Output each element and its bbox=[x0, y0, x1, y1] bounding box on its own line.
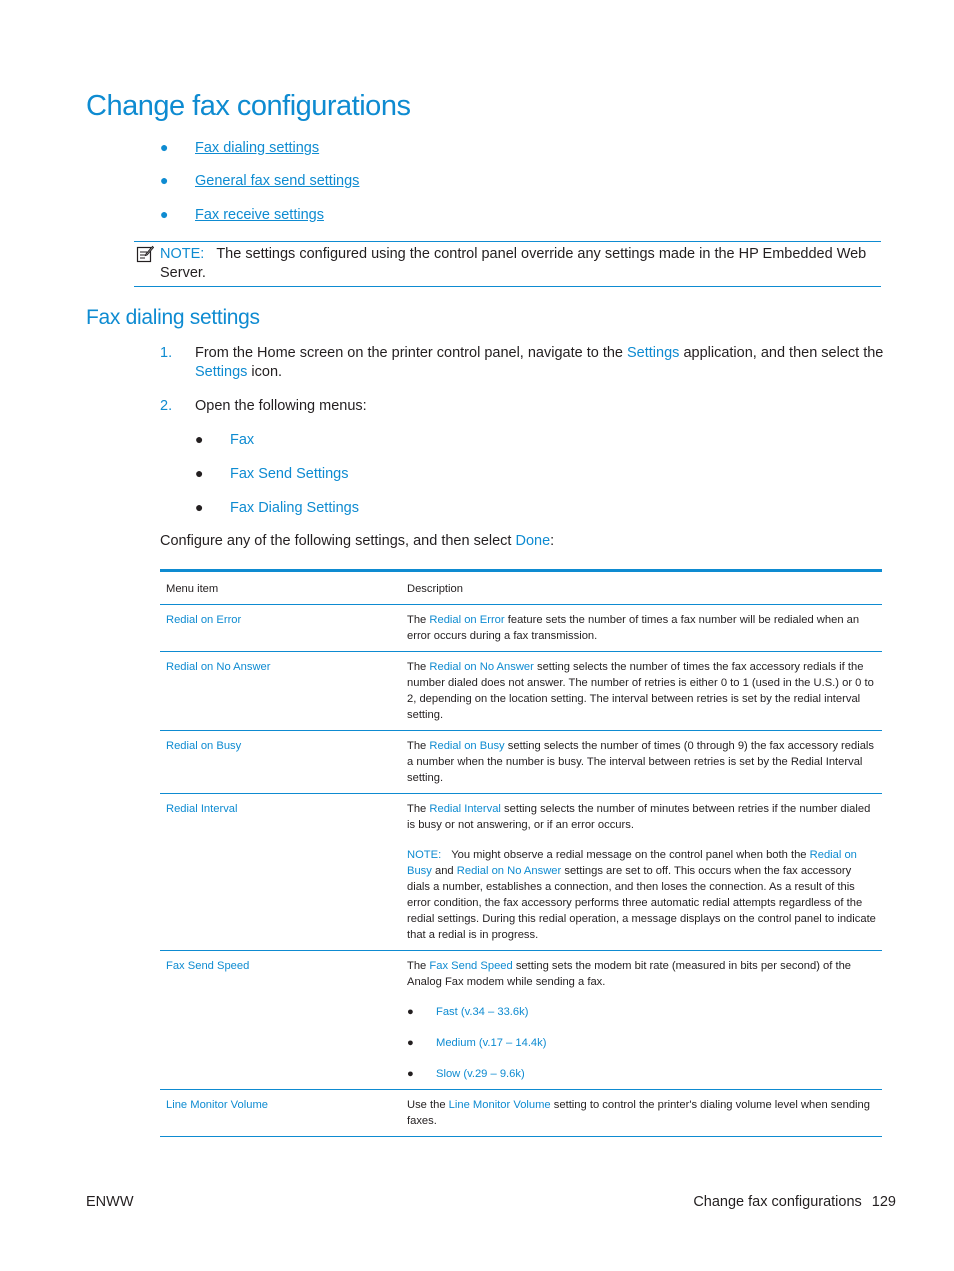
desc-text: The bbox=[407, 740, 430, 752]
desc-text: setting selects the number of times (0 through 9) the fax accessory redials a number when the number is busy. The interval between retries is set by the Redial Interval setting. bbox=[407, 740, 875, 784]
menu-item-cell: Fax Send Speed bbox=[160, 951, 401, 1090]
table-row bbox=[160, 794, 882, 951]
description-cell bbox=[401, 731, 882, 794]
settings-icon-label: Settings bbox=[195, 364, 248, 380]
desc-text: setting selects the number of times the fax accessory redials if the number dialed does not answer. The number of retries is either 0 to 1 (used in the U.S.) or 0 to 2, depending on the location setting. The interval between retries is set by the redial interval setting. bbox=[407, 661, 874, 721]
desc-keyword: Fax Send Speed bbox=[429, 960, 513, 972]
done-label: Done bbox=[515, 533, 551, 549]
bullet-icon: ● bbox=[160, 172, 169, 188]
bullet-icon: ● bbox=[407, 1068, 414, 1080]
toc-link-general-fax-send-settings[interactable]: General fax send settings bbox=[195, 173, 360, 189]
desc-text: feature sets the number of times a fax number will be redialed when an error occurs during a fax transmission. bbox=[407, 614, 860, 642]
description-cell bbox=[401, 794, 882, 951]
desc-keyword: Line Monitor Volume bbox=[448, 1099, 551, 1111]
desc-text: The bbox=[407, 960, 430, 972]
description-cell bbox=[401, 652, 882, 731]
note-text: You might observe a redial message on the control panel when both the bbox=[451, 849, 810, 861]
speed-options bbox=[407, 1004, 876, 1082]
configure-text: : bbox=[550, 533, 555, 549]
speed-option-medium: Medium (v.17 – 14.4k) bbox=[436, 1037, 547, 1049]
menu-item-cell: Line Monitor Volume bbox=[160, 1090, 401, 1137]
desc-keyword: Redial on Error bbox=[429, 614, 505, 626]
step-text-part: icon. bbox=[247, 364, 283, 380]
footer-right bbox=[693, 1194, 896, 1210]
note-keyword: Redial on No Answer bbox=[456, 865, 562, 877]
cell-note-label: NOTE: bbox=[407, 849, 442, 861]
settings-table bbox=[160, 569, 882, 1137]
note-icon bbox=[136, 245, 154, 263]
speed-option-slow: Slow (v.29 – 9.6k) bbox=[436, 1068, 525, 1080]
bullet-icon: ● bbox=[407, 1037, 414, 1049]
note-text bbox=[160, 245, 875, 283]
desc-text: The bbox=[407, 803, 430, 815]
bullet-icon: ● bbox=[160, 139, 169, 155]
header-menu-item: Menu item bbox=[160, 571, 401, 605]
desc-text: setting sets the modem bit rate (measured in bits per second) of the Analog Fax modem while sending a fax. bbox=[407, 960, 852, 988]
footer-chapter: Change fax configurations bbox=[693, 1194, 862, 1210]
list-item bbox=[407, 1004, 876, 1020]
note-text: settings are set to off. This occurs when the fax accessory dials a number, establishes a connection, and then loses the connection. As a result of this error condition, the fax accessory performs three automatic redial attempts regardless of the redial settings. During this redial operation, a message displays on the control panel to indicate that a redial is in progress. bbox=[407, 865, 876, 941]
menu-fax-send-settings: Fax Send Settings bbox=[230, 466, 349, 482]
settings-app-label: Settings bbox=[627, 345, 680, 361]
step-text: Open the following menus: bbox=[195, 398, 367, 414]
table-row bbox=[160, 652, 882, 731]
table-row bbox=[160, 1090, 882, 1137]
bullet-icon: ● bbox=[160, 206, 169, 222]
cell-note bbox=[407, 847, 876, 943]
desc-text: The bbox=[407, 661, 430, 673]
desc-text: The bbox=[407, 614, 430, 626]
toc-link-fax-receive-settings[interactable]: Fax receive settings bbox=[195, 207, 324, 223]
menu-fax-dialing-settings: Fax Dialing Settings bbox=[230, 500, 359, 516]
list-item bbox=[407, 1066, 876, 1082]
note-text: and bbox=[431, 865, 457, 877]
desc-keyword: Redial Interval bbox=[429, 803, 501, 815]
note-body: The settings configured using the control panel override any settings made in the HP Embedded Web Server. bbox=[160, 246, 867, 281]
desc-keyword: Redial on Busy bbox=[429, 740, 505, 752]
description-cell bbox=[401, 951, 882, 1090]
desc-keyword: Redial on No Answer bbox=[429, 661, 534, 673]
description-cell bbox=[401, 1090, 882, 1137]
configure-instruction bbox=[160, 533, 554, 549]
menu-fax: Fax bbox=[230, 432, 255, 448]
note-box bbox=[134, 241, 881, 287]
step-text bbox=[195, 344, 885, 382]
step-text-part: From the Home screen on the printer control panel, navigate to the bbox=[195, 345, 628, 361]
menu-item-cell: Redial on Error bbox=[160, 605, 401, 652]
table-row bbox=[160, 731, 882, 794]
step-number: 2. bbox=[160, 398, 173, 414]
bullet-icon: ● bbox=[407, 1006, 414, 1018]
menu-item-cell: Redial on No Answer bbox=[160, 652, 401, 731]
section-title: Fax dialing settings bbox=[86, 306, 260, 329]
menu-item-cell: Redial Interval bbox=[160, 794, 401, 951]
page-title: Change fax configurations bbox=[86, 90, 411, 122]
description-cell bbox=[401, 605, 882, 652]
step-number: 1. bbox=[160, 345, 173, 361]
menu-item-cell: Redial on Busy bbox=[160, 731, 401, 794]
step-text-part: application, and then select the bbox=[679, 345, 884, 361]
note-label: NOTE: bbox=[160, 246, 205, 262]
toc-link-fax-dialing-settings[interactable]: Fax dialing settings bbox=[195, 140, 320, 156]
desc-text: setting selects the number of minutes between retries if the number dialed is busy or not answering, or if an error occurs. bbox=[407, 803, 871, 831]
footer-left: ENWW bbox=[86, 1194, 134, 1210]
table-header-row bbox=[160, 571, 882, 605]
table-row bbox=[160, 605, 882, 652]
header-description: Description bbox=[401, 571, 882, 605]
note-keyword: Redial on Busy bbox=[407, 849, 857, 877]
bullet-icon: ● bbox=[195, 499, 204, 515]
page-number: 129 bbox=[871, 1194, 896, 1210]
table-row bbox=[160, 951, 882, 1090]
list-item bbox=[407, 1035, 876, 1051]
speed-option-fast: Fast (v.34 – 33.6k) bbox=[436, 1006, 529, 1018]
bullet-icon: ● bbox=[195, 465, 204, 481]
desc-text: Use the bbox=[407, 1099, 449, 1111]
configure-text: Configure any of the following settings, and then select bbox=[160, 533, 516, 549]
bullet-icon: ● bbox=[195, 431, 204, 447]
desc-text: setting to control the printer's dialing volume level when sending faxes. bbox=[407, 1099, 870, 1127]
